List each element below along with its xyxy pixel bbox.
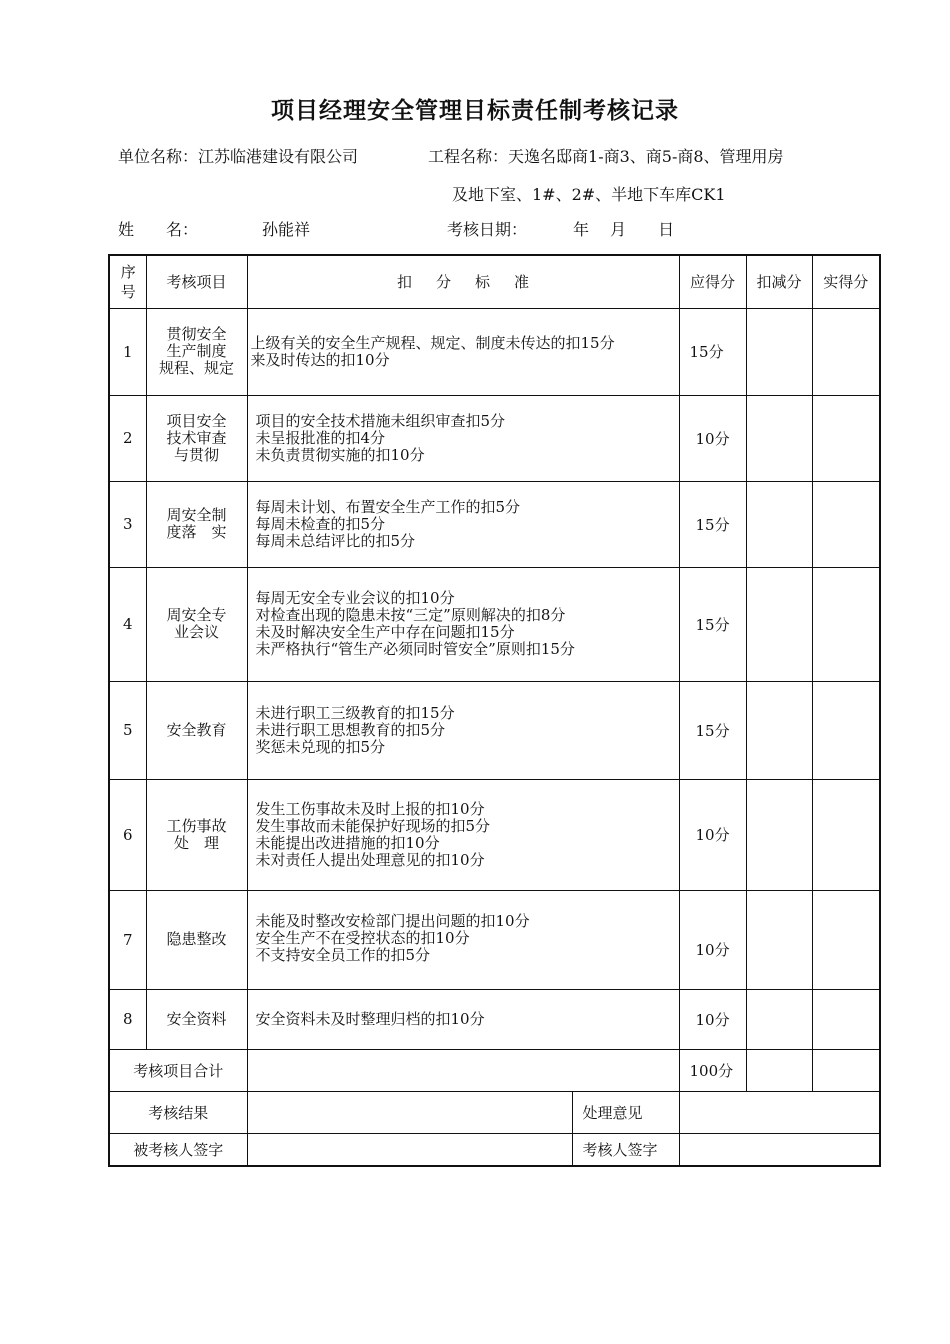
row-deduction-cell[interactable]	[746, 567, 812, 681]
standard-char-4: 准	[514, 273, 530, 292]
row-actual-score-cell[interactable]	[812, 481, 880, 567]
date-label: 考核日期：	[447, 220, 528, 239]
row-deduction-cell[interactable]	[746, 481, 812, 567]
date-value: 年 月 日	[573, 220, 675, 239]
result-input-cell[interactable]	[247, 1091, 572, 1133]
page-title: 项目经理安全管理目标责任制考核记录	[271, 98, 679, 124]
row-item	[146, 681, 247, 779]
examinee-sign-cell[interactable]	[247, 1133, 572, 1166]
unit-label: 单位名称：	[118, 147, 199, 166]
row-actual-score-cell[interactable]	[812, 681, 880, 779]
unit-value: 江苏临港建设有限公司	[198, 147, 359, 166]
item-line: 项目安全	[166, 411, 227, 430]
deduction-header: 扣减分	[746, 255, 812, 308]
criteria-line: 未负责贯彻实施的扣10分	[255, 445, 425, 464]
row-actual-score-cell[interactable]	[812, 989, 880, 1049]
criteria-line: 项目的安全技术措施未组织审查扣5分	[255, 411, 506, 430]
item-line: 度落 实	[166, 523, 227, 541]
item-line: 工伤事故	[166, 816, 227, 835]
table-row	[109, 890, 880, 989]
criteria-line: 未能提出改进措施的扣10分	[255, 833, 440, 852]
criteria-line: 未严格执行“管生产必须同时管安全”原则扣15分	[255, 640, 575, 658]
row-due-score: 10分	[679, 989, 746, 1049]
row-item	[146, 395, 247, 481]
item-header: 考核项目	[146, 255, 247, 308]
row-seq: 8	[109, 989, 146, 1049]
criteria-line: 未呈报批准的扣4分	[255, 428, 386, 447]
row-deduction-cell[interactable]	[746, 779, 812, 890]
row-seq: 7	[109, 890, 146, 989]
actual-score-header: 实得分	[812, 255, 880, 308]
name-value: 孙能祥	[262, 220, 311, 239]
criteria-line: 发生事故而未能保护好现场的扣5分	[255, 816, 491, 835]
row-criteria	[247, 681, 679, 779]
row-actual-score-cell[interactable]	[812, 779, 880, 890]
examiner-sign-label: 考核人签字	[572, 1133, 679, 1166]
item-line: 生产制度	[166, 342, 227, 360]
total-row	[109, 1049, 880, 1091]
opinion-label: 处理意见	[572, 1091, 679, 1133]
criteria-line: 来及时传达的扣10分	[250, 350, 390, 369]
row-criteria	[247, 779, 679, 890]
header-row	[109, 255, 880, 308]
row-deduction-cell[interactable]	[746, 395, 812, 481]
item-line: 贯彻安全	[166, 325, 227, 343]
name-label: 姓 名：	[118, 220, 199, 239]
table-row	[109, 395, 880, 481]
item-line: 与贯彻	[173, 445, 219, 464]
total-label: 考核项目合计	[109, 1049, 247, 1091]
criteria-line: 不支持安全员工作的扣5分	[255, 945, 431, 964]
examinee-sign-label: 被考核人签字	[109, 1133, 247, 1166]
row-item	[146, 989, 247, 1049]
criteria-line: 未进行职工三级教育的扣15分	[255, 703, 455, 722]
row-item	[146, 567, 247, 681]
result-label: 考核结果	[109, 1091, 247, 1133]
criteria-line: 奖惩未兑现的扣5分	[255, 737, 386, 756]
criteria-line: 安全生产不在受控状态的扣10分	[255, 928, 470, 947]
total-score: 100分	[679, 1049, 746, 1091]
signature-row	[109, 1133, 880, 1166]
table-row	[109, 567, 880, 681]
examiner-sign-cell[interactable]	[679, 1133, 880, 1166]
criteria-line: 未能及时整改安检部门提出问题的扣10分	[255, 911, 530, 930]
row-due-score: 15分	[679, 308, 746, 395]
row-actual-score-cell[interactable]	[812, 395, 880, 481]
criteria-line: 上级有关的安全生产规程、规定、制度未传达的扣15分	[250, 333, 615, 352]
row-due-score: 10分	[679, 779, 746, 890]
row-due-score: 15分	[679, 481, 746, 567]
row-seq: 1	[109, 308, 146, 395]
row-seq: 6	[109, 779, 146, 890]
table-row	[109, 989, 880, 1049]
project-value-line2: 及地下室、1#、2#、半地下车库CK1	[452, 185, 726, 204]
row-criteria	[247, 395, 679, 481]
table-row	[109, 308, 880, 395]
item-line: 处 理	[173, 833, 219, 852]
project-info	[428, 144, 784, 167]
criteria-line: 每周未总结评比的扣5分	[255, 531, 416, 550]
project-label: 工程名称：	[428, 147, 509, 166]
seq-header	[109, 255, 146, 308]
table-row	[109, 481, 880, 567]
row-due-score: 15分	[679, 681, 746, 779]
row-criteria	[247, 890, 679, 989]
item-line: 周安全专	[166, 606, 227, 624]
row-seq: 5	[109, 681, 146, 779]
criteria-line: 每周未检查的扣5分	[255, 514, 386, 533]
row-seq: 2	[109, 395, 146, 481]
criteria-line: 每周无安全专业会议的扣10分	[255, 589, 455, 607]
item-line: 周安全制	[166, 506, 227, 524]
row-deduction-cell[interactable]	[746, 890, 812, 989]
row-item	[146, 308, 247, 395]
due-score-header: 应得分	[679, 255, 746, 308]
item-line: 安全资料	[166, 1009, 227, 1028]
row-seq: 4	[109, 567, 146, 681]
row-criteria	[247, 567, 679, 681]
opinion-input-cell[interactable]	[679, 1091, 880, 1133]
criteria-line: 每周未计划、布置安全生产工作的扣5分	[255, 497, 521, 516]
row-item	[146, 481, 247, 567]
table-row	[109, 681, 880, 779]
row-deduction-cell[interactable]	[746, 989, 812, 1049]
row-deduction-cell[interactable]	[746, 308, 812, 395]
row-due-score: 10分	[679, 395, 746, 481]
row-criteria	[247, 308, 679, 395]
row-due-score: 10分	[679, 890, 746, 989]
item-line: 技术审查	[166, 428, 227, 447]
standard-char-3: 标	[475, 273, 491, 292]
total-blank-cell	[247, 1049, 679, 1091]
criteria-line: 未及时解决安全生产中存在问题扣15分	[255, 623, 515, 641]
unit-info	[118, 144, 358, 167]
standard-header	[247, 255, 679, 308]
row-deduction-cell[interactable]	[746, 681, 812, 779]
criteria-line: 未进行职工思想教育的扣5分	[255, 720, 446, 739]
item-line: 规程、规定	[158, 359, 234, 377]
assessment-table	[108, 254, 881, 1167]
row-criteria	[247, 481, 679, 567]
seq-header-text: 序号	[120, 262, 136, 301]
total-deduction-cell[interactable]	[746, 1049, 812, 1091]
criteria-line: 对检查出现的隐患未按“三定”原则解决的扣8分	[255, 606, 566, 624]
row-seq: 3	[109, 481, 146, 567]
row-item	[146, 779, 247, 890]
criteria-line: 未对责任人提出处理意见的扣10分	[255, 850, 485, 869]
criteria-line: 发生工伤事故未及时上报的扣10分	[255, 799, 485, 818]
row-actual-score-cell[interactable]	[812, 890, 880, 989]
item-line: 隐患整改	[166, 930, 227, 948]
total-actual-cell[interactable]	[812, 1049, 880, 1091]
row-actual-score-cell[interactable]	[812, 567, 880, 681]
row-actual-score-cell[interactable]	[812, 308, 880, 395]
item-line: 安全教育	[166, 720, 227, 739]
row-criteria	[247, 989, 679, 1049]
standard-char-1: 扣	[396, 273, 412, 292]
row-item	[146, 890, 247, 989]
result-row	[109, 1091, 880, 1133]
row-due-score: 15分	[679, 567, 746, 681]
standard-char-2: 分	[435, 273, 451, 292]
item-line: 业会议	[173, 623, 219, 641]
criteria-line: 安全资料未及时整理归档的扣10分	[255, 1009, 485, 1028]
table-row	[109, 779, 880, 890]
project-value-line1: 天逸名邸商1-商3、商5-商8、管理用房	[508, 147, 784, 166]
